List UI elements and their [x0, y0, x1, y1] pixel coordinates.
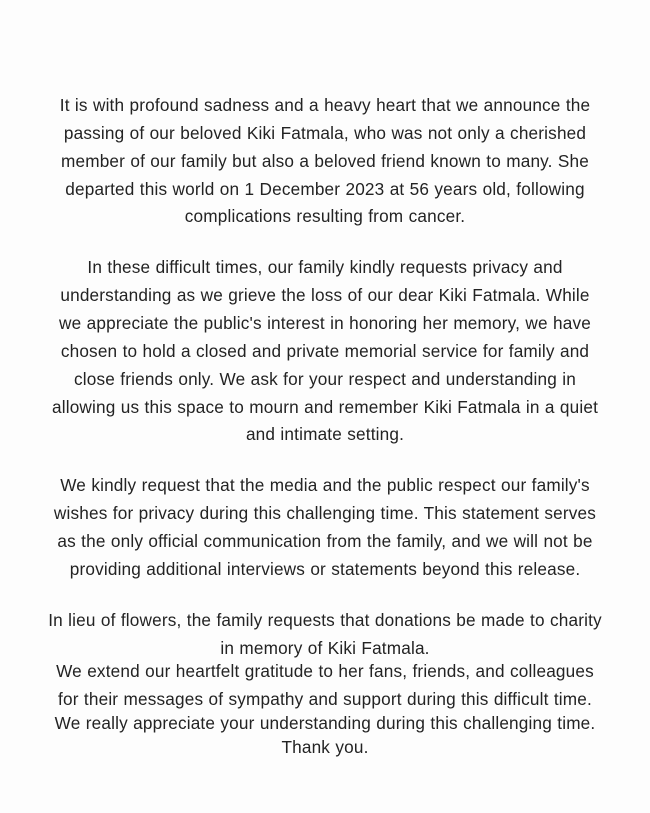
closing-block: [47, 607, 603, 762]
statement-body: [47, 92, 603, 762]
paragraph-media-request: We kindly request that the media and the public respect our family's wishes for privacy during this challenging time. This statement serves as the only official communication from the family, and we will not be providing additional interviews or statements beyond this release.: [53, 475, 597, 579]
paragraph-gratitude-note: We extend our heartfelt gratitude to her fans, friends, and colleagues for their messages of sympathy and support during this difficult time.: [56, 661, 594, 710]
paragraph-privacy-request: In these difficult times, our family kindly requests privacy and understanding as we grieve the loss of our dear Kiki Fatmala. While we appreciate the public's interest in honoring her memory, we have chosen to hold a closed and private memorial service for family and close friends only. We ask for your respect and understanding in allowing us this space to mourn and remember Kiki Fatmala in a quiet and intimate setting.: [51, 257, 599, 445]
paragraph-appreciation-note: We really appreciate your understanding during this challenging time.: [54, 713, 596, 734]
paragraph-sign-off: Thank you.: [281, 737, 369, 758]
paragraph-announcement: It is with profound sadness and a heavy heart that we announce the passing of our beloved Kiki Fatmala, who was not only a cherished member of our family but also a beloved friend known to many. She departed this world on 1 December 2023 at 56 years old, following complications resulting from cancer.: [59, 95, 591, 227]
paragraph-donation-note: In lieu of flowers, the family requests that donations be made to charity in memory of Kiki Fatmala.: [48, 609, 602, 658]
